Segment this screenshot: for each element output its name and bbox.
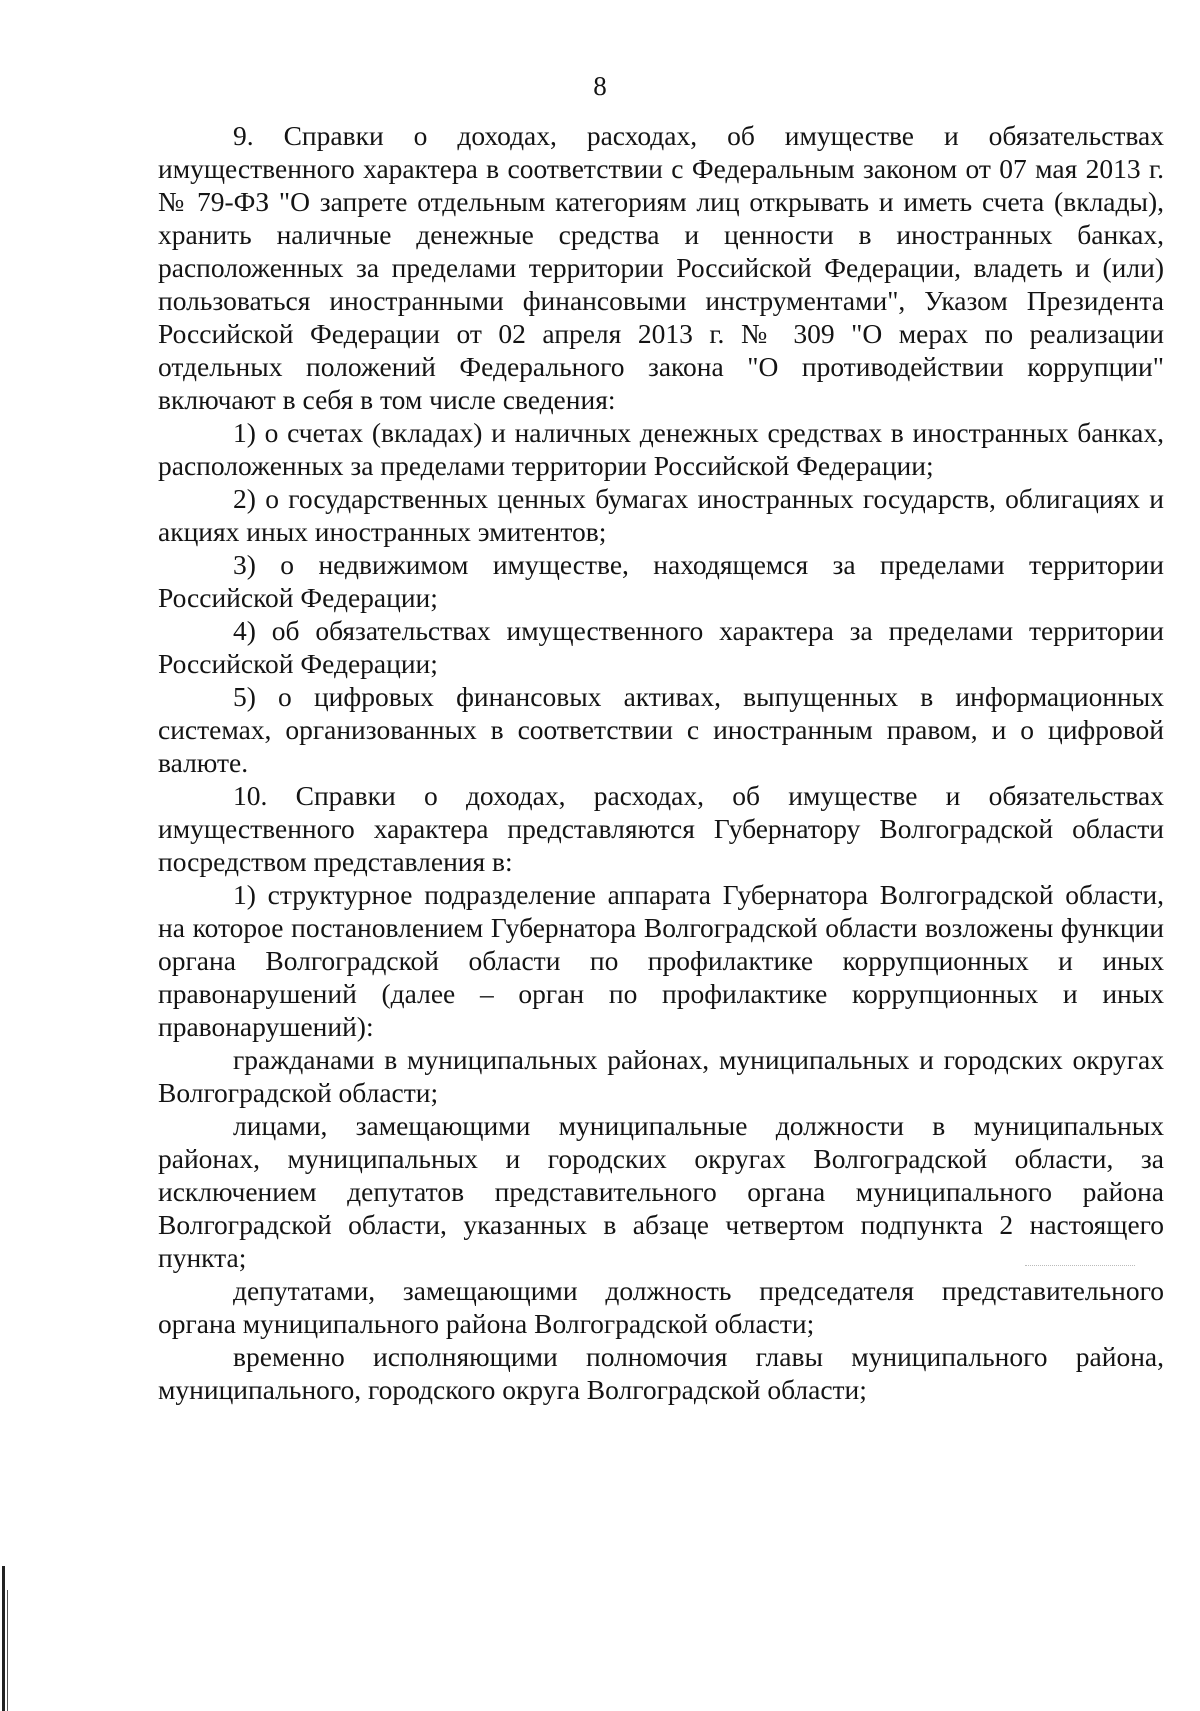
paragraph-item-10: 10. Справки о доходах, расходах, об имуществе и обязательствах имущественного характера представляются Губернатору Волгоградской области посредством представления в: <box>158 780 1164 877</box>
paragraph-item-9: 9. Справки о доходах, расходах, об имуществе и обязательствах имущественного характера в соответствии с Федеральным законом от 07 мая 2013 г. № 79-ФЗ "О запрете отдельным категориям лиц открывать и иметь счета (вклады), хранить наличные денежные средства и ценности в иностранных банках, расположенных за пределами территории Российской Федерации, владеть и (или) пользоваться иностранными финансовыми инструментами", Указом Президента Российской Федерации от 02 апреля 2013 г. № 309 "О мерах по реализации отдельных положений Федерального закона "О противодействии коррупции" включают в себя в том числе сведения: <box>158 120 1164 415</box>
page-number: 8 <box>593 71 607 101</box>
paragraph-subitem-5: 5) о цифровых финансовых активах, выпущенных в информационных системах, организованных в соответствии с иностранным правом, и о цифровой валюте. <box>158 681 1164 778</box>
paragraph-subitem-2: 2) о государственных ценных бумагах иностранных государств, облигациях и акциях иных иностранных эмитентов; <box>158 483 1164 547</box>
paragraph-citizens: гражданами в муниципальных районах, муниципальных и городских округах Волгоградской области; <box>158 1044 1164 1108</box>
document-body <box>158 119 1164 1406</box>
paragraph-subitem-10-1: 1) структурное подразделение аппарата Губернатора Волгоградской области, на которое постановлением Губернатора Волгоградской области возложены функции органа Волгоградской области по профилактике коррупционных и иных правонарушений (далее – орган по профилактике коррупционных и иных правонарушений): <box>158 879 1164 1042</box>
paragraph-municipal-officials: лицами, замещающими муниципальные должности в муниципальных районах, муниципальных и городских округах Волгоградской области, за исключением депутатов представительного органа муниципального района Волгоградской области, указанных в абзаце четвертом подпункта 2 настоящего пункта; <box>158 1110 1164 1273</box>
scan-artifact-dots <box>1025 1265 1135 1268</box>
scan-edge-mark <box>2 1566 5 1711</box>
paragraph-acting-heads: временно исполняющими полномочия главы муниципального района, муниципального, городского округа Волгоградской области; <box>158 1341 1164 1405</box>
paragraph-subitem-3: 3) о недвижимом имуществе, находящемся за пределами территории Российской Федерации; <box>158 549 1164 613</box>
paragraph-deputies: депутатами, замещающими должность председателя представительного органа муниципального района Волгоградской области; <box>158 1275 1164 1339</box>
scan-edge-mark-secondary <box>7 1590 8 1711</box>
paragraph-subitem-1: 1) о счетах (вкладах) и наличных денежных средствах в иностранных банках, расположенных за пределами территории Российской Федерации; <box>158 417 1164 481</box>
paragraph-subitem-4: 4) об обязательствах имущественного характера за пределами территории Российской Федерации; <box>158 615 1164 679</box>
